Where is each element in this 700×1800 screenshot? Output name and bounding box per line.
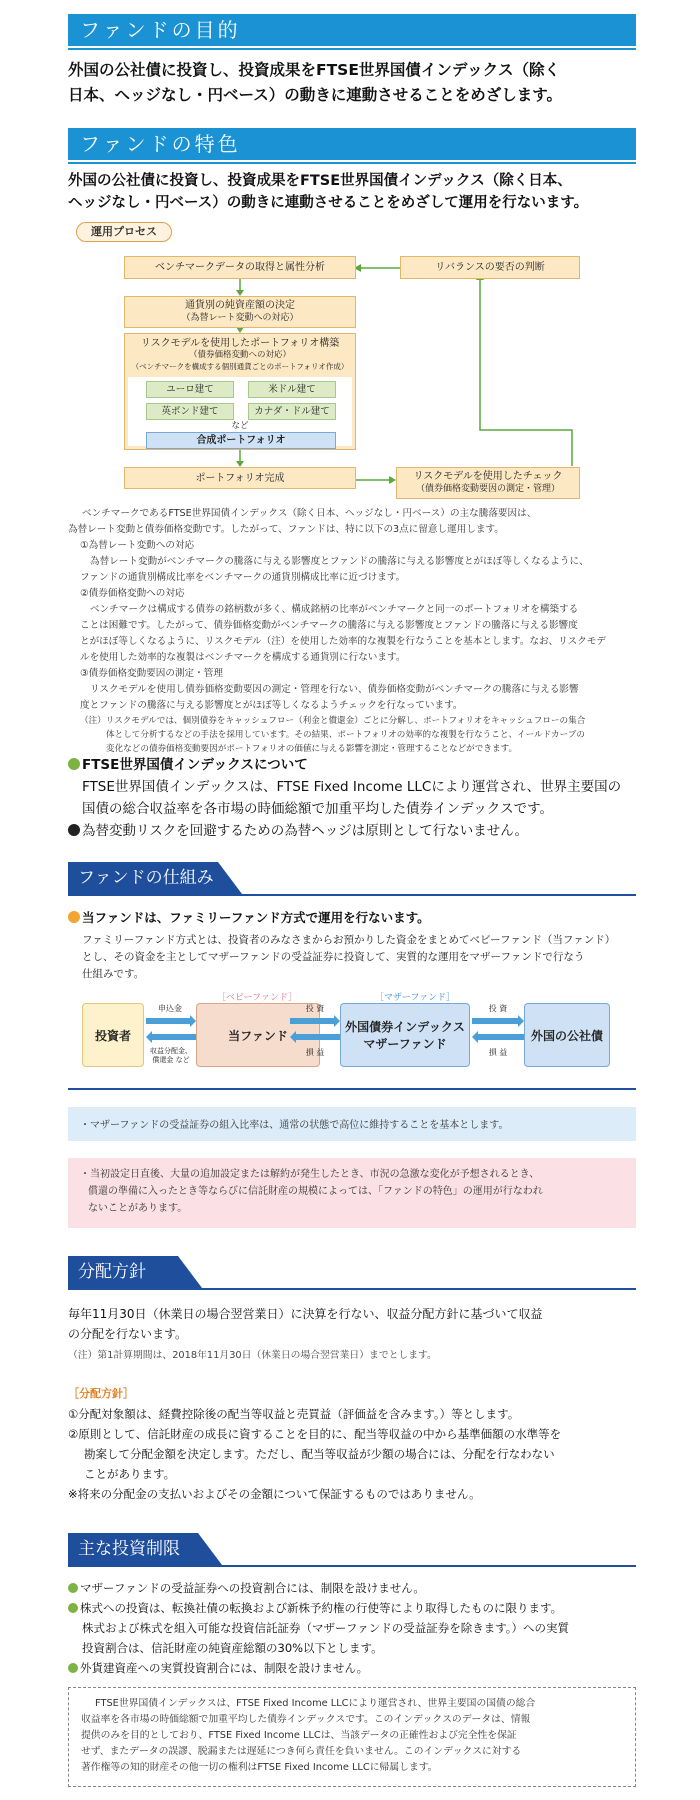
- flow-arrow: [480, 279, 572, 466]
- note-mother-fund-ratio: ・マザーファンドの受益証券の組入比率は、通常の状態で高位に維持することを基本とします。: [68, 1107, 636, 1141]
- currency-cad: カナダ・ドル建て: [248, 403, 336, 420]
- ftse-heading: FTSE世界国債インデックスについて: [82, 757, 308, 773]
- entity-foreign-bonds: 外国の公社債: [524, 1003, 610, 1067]
- mother-fund-name: 外国債券インデックス: [345, 1020, 465, 1034]
- flow-step-label: ベンチマークデータの取得と属性分析: [155, 262, 325, 273]
- explanation-line: ルを使用した効率的な複製はベンチマークを構成する通貨別に行ないます。: [80, 652, 406, 663]
- section-title: ファンドの仕組み: [68, 862, 218, 894]
- entity-baby-fund: 当ファンド: [196, 1003, 320, 1067]
- structure-lead-text: 当ファンドは、ファミリーファンド方式で運用を行ないます。: [82, 910, 430, 925]
- structure-line: ファミリーファンド方式とは、投資者のみなさまからお預かりした資金をまとめてベビーファンド（当ファンド）: [82, 934, 616, 946]
- arrow-left: [472, 1031, 524, 1043]
- structure-description: [82, 932, 652, 983]
- section-title: 分配方針: [68, 1256, 178, 1288]
- restrictions-list: [68, 1578, 658, 1678]
- disclaimer-line: FTSE世界国債インデックスは、FTSE Fixed Income LLCにより運営され、世界主要国の国債の総合: [95, 1698, 536, 1709]
- bullet-dot: [68, 1603, 78, 1613]
- label-pl-2: 損 益: [488, 1048, 508, 1057]
- policy-item: ①分配対象額は、経費控除後の配当等収益と売買益（評価益を含みます。）等とします。: [68, 1407, 520, 1421]
- explanation-line: とがほぼ等しくなるように、リスクモデル（注）を使用した効率的な複製を行なうことを基本とします。なお、リスクモデ: [80, 636, 607, 647]
- flow-step-benchmark-analysis: [124, 256, 356, 279]
- divider: [68, 1088, 636, 1090]
- explanation-note: （注）リスクモデルでは、個別債券をキャッシュフロー（利金と償還金）ごとに分解し、ポートフォリオをキャッシュフローの集合: [80, 716, 586, 726]
- explanation-line: ベンチマークは構成する債券の銘柄数が多く、構成銘柄の比率がベンチマークと同一のポートフォリオを構築する: [90, 604, 579, 615]
- arrow-left: [290, 1031, 340, 1043]
- purpose-line: 日本、ヘッジなし・円ベース）の動きに連動させることをめざします。: [68, 86, 562, 104]
- explanation-line: 為替レート変動と債券価格変動です。したがって、ファンドは、特に以下の3点に留意し運用します。: [68, 524, 504, 535]
- policy-item: ②原則として、信託財産の成長に資することを目的に、配当等収益の中から基準価額の水準等を: [68, 1427, 562, 1441]
- flow-step-label: リバランスの要否の判断: [435, 262, 545, 273]
- distribution-note: （注）第1計算期間は、2018年11月30日（休業日の場合翌営業日）までとします。: [68, 1350, 437, 1361]
- explanation-note: 変化などの債券価格変動要因がポートフォリオの価値に与える影響を測定・管理することなどができます。: [106, 744, 518, 754]
- flow-step-risk-check: [396, 467, 580, 499]
- features-line: 外国の公社債に投資し、投資成果をFTSE世界国債インデックス（除く日本、: [68, 173, 572, 189]
- label-invest-1: 投 資: [305, 1004, 325, 1013]
- bullet-dot: [68, 824, 80, 836]
- ftse-line: 国債の総合収益率を各市場の時価総額で加重平均した債券インデックスです。: [82, 801, 554, 817]
- mother-fund-name: マザーファンド: [363, 1037, 447, 1051]
- note-line: ないことがあります。: [88, 1203, 188, 1214]
- disclaimer-line: 提供のみを目的としており、FTSE Fixed Income LLCは、当該データの正確性および完全性を保証: [81, 1730, 517, 1741]
- section-header-features: ファンドの特色: [68, 128, 636, 160]
- structure-line: とし、その資金を主としてマザーファンドの受益証券に投資して、実質的な運用をマザーファンドで行なう: [82, 951, 585, 963]
- currency-etc: など: [231, 421, 249, 431]
- bullet-dot: [68, 911, 80, 923]
- note-line: ・当初設定日直後、大量の追加設定または解約が発生したとき、市況の急激な変化が予想されるとき、: [80, 1169, 540, 1180]
- currency-euro: ユーロ建て: [146, 381, 234, 398]
- policy-warning: ※将来の分配金の支払いおよびその金額について保証するものではありません。: [68, 1487, 481, 1501]
- flow-step-label: リスクモデルを使用したポートフォリオ構築: [140, 338, 340, 349]
- entity-investor: 投資者: [82, 1003, 144, 1067]
- explanation-line: ファンドの通貨別構成比率をベンチマークの通貨別構成比率に近づけます。: [80, 572, 406, 583]
- composite-portfolio: 合成ポートフォリオ: [146, 432, 336, 449]
- label-distribution: [146, 1047, 196, 1065]
- explanation-point-title: ①為替レート変動への対応: [80, 540, 195, 551]
- flow-step-rebalance: [400, 256, 580, 279]
- explanation-line: 度とファンドの騰落に与える影響度とがほぼ等しくなるようチェックを行なっています。: [80, 700, 463, 711]
- flow-step-portfolio-complete: [124, 467, 356, 489]
- bullet-dot: [68, 1583, 78, 1593]
- disclaimer-line: 収益率を各市場の時価総額で加重平均した債券インデックスです。このインデックスのデータは、情報: [81, 1714, 531, 1725]
- explanation-line: ことは困難です。したがって、債券価格変動がベンチマークの騰落に与える影響度とファンドの騰落に与える影響度: [80, 620, 578, 631]
- baby-fund-label: ［ベビーファンド］: [216, 993, 297, 1003]
- structure-lead: [68, 908, 648, 926]
- restriction-item: 投資割合は、信託財産の純資産総額の30%以下とします。: [82, 1641, 383, 1655]
- note-operation-exception: [68, 1158, 636, 1228]
- distribution-line: 収益分配金、: [150, 1047, 192, 1055]
- purpose-line: 外国の公社債に投資し、投資成果をFTSE世界国債インデックス（除く: [68, 61, 560, 79]
- structure-line: 仕組みです。: [82, 968, 145, 980]
- distribution-policy-label: ［分配方針］: [68, 1387, 134, 1400]
- disclaimer-line: せず、またデータの誤謬、脱漏または遅延につき何ら責任を負いません。このインデックスに対する: [81, 1746, 522, 1757]
- features-line: ヘッジなし・円ベース）の動きに連動させることをめざして運用を行ないます。: [68, 195, 589, 211]
- flow-step-sublabel: （債券価格変動への対応）: [188, 350, 291, 360]
- arrow-left: [146, 1031, 196, 1043]
- explanation-note: 体として分析するなどの手法を採用しています。その結果、ポートフォリオの効率的な複製を行なうこと、イールドカーブの: [106, 730, 585, 740]
- flow-step-label: 通貨別の純資産額の決定: [185, 300, 295, 311]
- policy-item: 勘案して分配金額を決定します。ただし、配当等収益が少額の場合には、分配を行なわない: [84, 1447, 555, 1461]
- section-header-structure: [68, 862, 636, 896]
- mother-fund-label: ［マザーファンド］: [374, 993, 456, 1003]
- flow-step-sublabel: （為替レート変動への対応）: [181, 313, 299, 323]
- arrowhead: [389, 476, 396, 484]
- explanation-line: 為替レート変動がベンチマークの騰落に与える影響度とファンドの騰落に与える影響度とがほぼ等しくなるように、: [90, 556, 589, 567]
- restriction-item: マザーファンドの受益証券への投資割合には、制限を設けません。: [80, 1581, 425, 1595]
- explanation-line: リスクモデルを使用し債券価格変動要因の測定・管理を行ない、債券価格変動がベンチマークの騰落に与える影響: [90, 684, 579, 695]
- bullet-dot: [68, 1663, 78, 1673]
- flow-step-currency-allocation: [124, 296, 356, 328]
- flow-step-sublabel: （ベンチマークを構成する個別通貨ごとのポートフォリオ作成）: [131, 362, 349, 371]
- label-pl-1: 損 益: [305, 1048, 325, 1057]
- currency-usd: 米ドル建て: [248, 381, 336, 398]
- arrow-right: [290, 1015, 340, 1027]
- section-title: 主な投資制限: [68, 1533, 198, 1565]
- flow-step-label: ポートフォリオ完成: [195, 472, 285, 484]
- policy-item: ことがあります。: [84, 1467, 176, 1481]
- flow-step-label: リスクモデルを使用したチェック: [413, 471, 563, 482]
- bullet-dot: [68, 758, 80, 770]
- distribution-line: 償還金 など: [152, 1056, 190, 1064]
- distribution-text: [68, 1304, 658, 1366]
- restriction-item: 株式への投資は、転換社債の転換および新株予約権の行使等により取得したものに限ります。: [80, 1601, 563, 1615]
- section-header-distribution: [68, 1256, 636, 1290]
- distribution-policy: [68, 1404, 658, 1504]
- label-invest-2: 投 資: [488, 1004, 508, 1013]
- section-header-purpose: ファンドの目的: [68, 14, 636, 46]
- flow-step-sublabel: （債券価格変動要因の測定・管理）: [415, 484, 560, 494]
- restriction-item: 外貨建資産への実質投資割合には、制限を設けません。: [80, 1661, 369, 1675]
- explanation-point-title: ③債券価格変動要因の測定・管理: [80, 668, 223, 679]
- distribution-line: 毎年11月30日（休業日の場合翌営業日）に決算を行ない、収益分配方針に基づいて収益: [68, 1307, 543, 1321]
- explanation-point-title: ②債券価格変動への対応: [80, 588, 185, 599]
- arrow-right: [146, 1015, 196, 1027]
- hedge-note: 為替変動リスクを回避するための為替ヘッジは原則として行ないません。: [82, 823, 529, 839]
- process-label: 運用プロセス: [76, 222, 172, 242]
- disclaimer-line: 著作権等の知的財産その他一切の権利はFTSE Fixed Income LLCに帰属します。: [81, 1762, 438, 1773]
- note-line: 償還の準備に入ったとき等ならびに信託財産の規模によっては、「ファンドの特色」の運用が行なわれ: [88, 1186, 543, 1197]
- explanation-line: ベンチマークであるFTSE世界国債インデックス（除く日本、ヘッジなし・円ベース）の主な騰落要因は、: [82, 508, 537, 519]
- structure-arrows: [0, 990, 700, 1080]
- label-application: 申込金: [158, 1004, 182, 1013]
- ftse-info: [68, 754, 658, 842]
- distribution-line: の分配を行ないます。: [68, 1327, 188, 1341]
- explanation-block: [68, 506, 648, 756]
- arrow-right: [472, 1015, 524, 1027]
- ftse-line: FTSE世界国債インデックスは、FTSE Fixed Income LLCにより運営され、世界主要国の: [82, 779, 622, 795]
- restriction-item: 株式および株式を組入可能な投資信託証券（マザーファンドの受益証券を除きます。）への実質: [82, 1621, 570, 1635]
- currency-gbp: 英ポンド建て: [146, 403, 234, 420]
- section-header-restrictions: [68, 1533, 636, 1567]
- ftse-disclaimer: [68, 1687, 636, 1787]
